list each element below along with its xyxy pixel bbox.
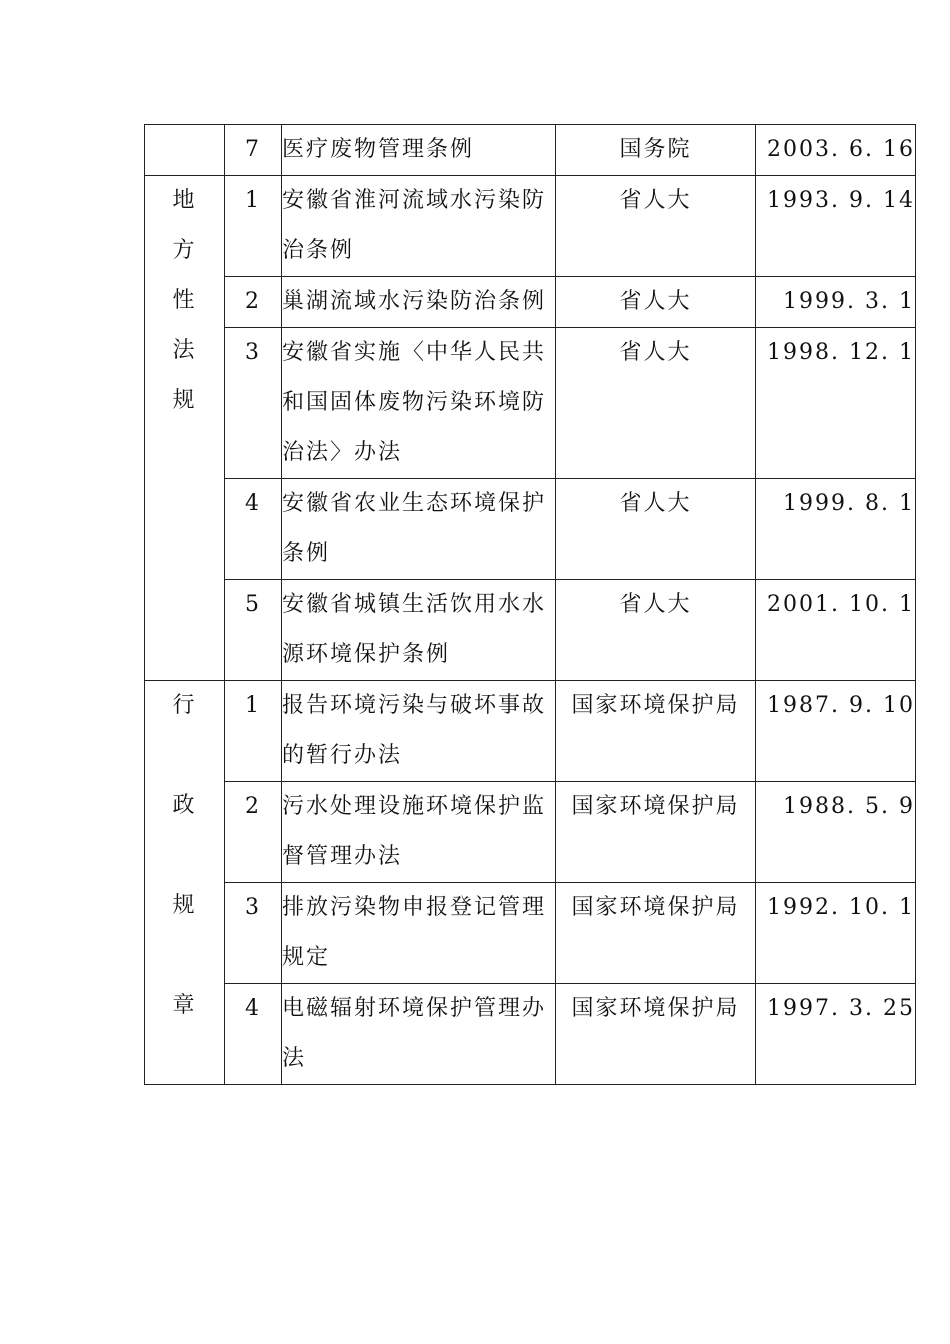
issuing-authority: 省人大: [556, 328, 756, 479]
issuing-authority: 国家环境保护局: [556, 984, 756, 1085]
regulation-name: 巢湖流域水污染防治条例: [282, 277, 556, 328]
row-number: 4: [225, 984, 282, 1085]
issuing-authority: 国务院: [556, 125, 756, 176]
effective-date: 1999. 3. 1: [756, 277, 916, 328]
issuing-authority: 国家环境保护局: [556, 681, 756, 782]
row-number: 4: [225, 479, 282, 580]
table-row: [145, 277, 916, 328]
category-local-regulations: [145, 176, 225, 681]
table-row: [145, 176, 916, 277]
regulations-table: [144, 124, 916, 1085]
issuing-authority: 省人大: [556, 277, 756, 328]
regulation-name: 电磁辐射环境保护管理办法: [282, 984, 556, 1085]
effective-date: 1997. 3. 25: [756, 984, 916, 1085]
regulation-name: 安徽省城镇生活饮用水水源环境保护条例: [282, 580, 556, 681]
table-row: [145, 125, 916, 176]
issuing-authority: 省人大: [556, 479, 756, 580]
effective-date: 1993. 9. 14: [756, 176, 916, 277]
effective-date: 1998. 12. 1: [756, 328, 916, 479]
category-char: 政: [172, 793, 197, 818]
row-number: 1: [225, 681, 282, 782]
effective-date: 2001. 10. 1: [756, 580, 916, 681]
regulation-name: 排放污染物申报登记管理规定: [282, 883, 556, 984]
regulation-name: 报告环境污染与破坏事故的暂行办法: [282, 681, 556, 782]
effective-date: 1987. 9. 10: [756, 681, 916, 782]
regulation-name: 安徽省实施〈中华人民共和国固体废物污染环境防治法〉办法: [282, 328, 556, 479]
category-char: 章: [172, 993, 197, 1018]
regulation-name: 医疗废物管理条例: [282, 125, 556, 176]
table-row: [145, 984, 916, 1085]
category-char: 法: [172, 338, 197, 363]
table-row: [145, 328, 916, 479]
category-cell-empty: [145, 125, 225, 176]
table-row: [145, 883, 916, 984]
row-number: 2: [225, 782, 282, 883]
row-number: 5: [225, 580, 282, 681]
category-char: 行: [172, 693, 197, 718]
category-char: 性: [172, 288, 197, 313]
category-char: 规: [172, 893, 197, 918]
table-row: [145, 782, 916, 883]
table-row: [145, 479, 916, 580]
row-number: 7: [225, 125, 282, 176]
issuing-authority: 国家环境保护局: [556, 782, 756, 883]
regulation-name: 安徽省农业生态环境保护条例: [282, 479, 556, 580]
row-number: 3: [225, 883, 282, 984]
regulation-name: 安徽省淮河流域水污染防治条例: [282, 176, 556, 277]
row-number: 3: [225, 328, 282, 479]
effective-date: 1988. 5. 9: [756, 782, 916, 883]
row-number: 1: [225, 176, 282, 277]
category-char: 规: [172, 388, 197, 413]
category-char: 方: [172, 238, 197, 263]
table-row: [145, 681, 916, 782]
issuing-authority: 国家环境保护局: [556, 883, 756, 984]
effective-date: 1999. 8. 1: [756, 479, 916, 580]
category-administrative-rules: [145, 681, 225, 1085]
issuing-authority: 省人大: [556, 176, 756, 277]
category-char: 地: [172, 188, 197, 213]
row-number: 2: [225, 277, 282, 328]
issuing-authority: 省人大: [556, 580, 756, 681]
regulation-name: 污水处理设施环境保护监督管理办法: [282, 782, 556, 883]
effective-date: 2003. 6. 16: [756, 125, 916, 176]
effective-date: 1992. 10. 1: [756, 883, 916, 984]
table-row: [145, 580, 916, 681]
